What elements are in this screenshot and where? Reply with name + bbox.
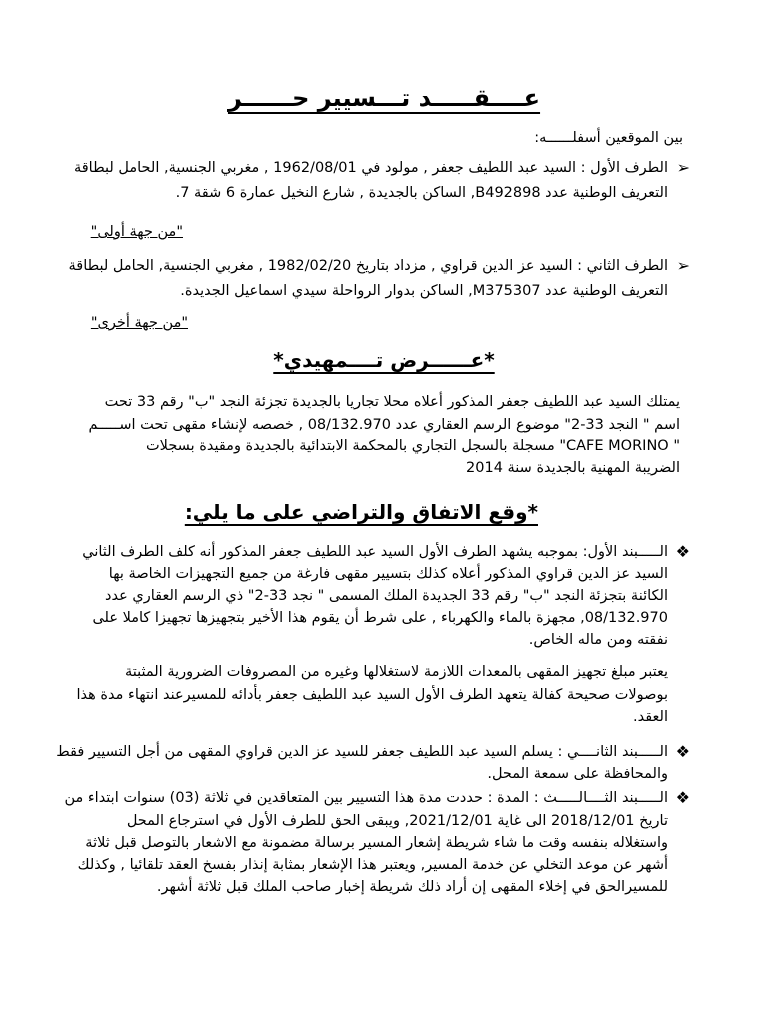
agreement-heading: *وقع الاتفاق والتراضي على ما يلي:: [184, 500, 538, 524]
clause1-extra-line: بوصولات صحيحة كفالة يتعهد الطرف الأول السيد عبد اللطيف جعفر بأدائه للمسيرعند انتهاء مدة هذا: [76, 687, 668, 703]
preamble-heading: *عــــــرض تــــمهيدي*: [273, 348, 495, 372]
clause3-line: الـــــبند الثــــالـــــث : المدة : حددت مدة هذا التسيير بين المتعاقدين في ثلاثة (03) سنوات ابتداء من: [64, 790, 668, 806]
party1-line1: الطرف الأول : السيد عبد اللطيف جعفر , مولود في 1962/08/01 , مغربي الجنسية, الحامل لبطاقة: [73, 160, 668, 176]
clause2-line: والمحافظة على سمعة المحل.: [487, 766, 668, 782]
preamble-line2: اسم " النجد 33-2" موضوع الرسم العقاري عدد 08/132.970 , خصصه لإنشاء مقهى تحت اســـــم: [88, 417, 680, 433]
party2-side-label: "من جهة أخرى": [90, 315, 188, 331]
diamond-bullet-icon: ❖: [675, 542, 690, 561]
diamond-bullet-icon: ❖: [675, 788, 690, 807]
preamble-line3: " CAFE MORINO" مسجلة بالسجل التجاري بالمحكمة الابتدائية بالجديدة ومقيدة بسجلات: [146, 438, 680, 454]
clause3-line: تاريخ 2018/12/01 الى غاية 2021/12/01, ويبقى الحق للطرف الأول في استرجاع المحل: [126, 813, 668, 829]
party2-line1: الطرف الثاني : السيد عز الدين قراوي , مزداد بتاريخ 1982/02/20 , مغربي الجنسية, الحامل لبطاقة: [68, 258, 668, 274]
clause1-line: نفقته ومن ماله الخاص.: [528, 632, 668, 648]
party1-line2: التعريف الوطنية عدد B492898, الساكن بالجديدة , شارع النخيل عمارة 6 شقة 7.: [175, 185, 668, 201]
intro-text: بين الموقعين أسفلــــــه:: [534, 130, 683, 146]
clause2-line: الـــــبند الثانــــي : يسلم السيد عبد اللطيف جعفر للسيد عز الدين قراوي المقهى من أجل التسيير فقط: [56, 744, 668, 760]
contract-title: عــــقـــــد تـــسيير حــــــر: [227, 84, 541, 112]
party2-line2: التعريف الوطنية عدد M375307, الساكن بدوار الرواحلة سيدي اسماعيل الجديدة.: [180, 283, 668, 299]
diamond-bullet-icon: ❖: [675, 742, 690, 761]
preamble-line4: الضريبة المهنية بالجديدة سنة 2014: [466, 460, 680, 476]
clause3-line: واستغلاله بنفسه وقت ما شاء شريطة إشعار المسير برسالة مضمونة مع الاشعار بالتوصل قبل ثلاثة: [85, 835, 668, 851]
clause1-line: الـــــبند الأول: بموجبه يشهد الطرف الأول السيد عبد اللطيف جعفر المذكور أنه كلف الطرف الثاني: [82, 544, 668, 560]
clause1-extra-line: العقد.: [633, 709, 668, 725]
preamble-line1: يمتلك السيد عبد اللطيف جعفر المذكور أعلاه محلا تجاريا بالجديدة تجزئة النجد "ب" رقم 33 تحت: [104, 394, 680, 410]
clause3-line: أشهر عن موعد التخلي عن خدمة المسير, ويعتبر هذا الإشعار بمثابة إنذار بفسخ العقد تلقائيا , وكذلك: [77, 857, 668, 873]
clause1-line: الكائنة بتجزئة النجد "ب" رقم 33 الجديدة الملك المسمى " نجد 33-2" ذي الرسم العقاري عدد: [105, 588, 668, 604]
arrow-bullet-icon: ➢: [676, 256, 690, 275]
clause1-line: 08/132.970, مجهزة بالماء والكهرباء , على شرط أن يقوم هذا الأخير بتجهيزها تجهيزا كاملا على: [92, 610, 668, 626]
clause1-line: السيد عز الدين قراوي المذكور أعلاه كذلك بتسيير مقهى فارغة من جميع التجهيزات الخاصة بها: [108, 566, 668, 582]
clause1-extra-line: يعتبر مبلغ تجهيز المقهى بالمعدات اللازمة لاستغلالها وغيره من المصروفات الضرورية المثبتة: [124, 664, 668, 680]
party1-side-label: "من جهة أولى": [90, 224, 183, 240]
arrow-bullet-icon: ➢: [676, 158, 690, 177]
clause3-line: للمسيرالحق في إخلاء المقهى إن أراد ذلك شريطة إخبار صاحب الملك قبل ثلاثة أشهر.: [156, 879, 668, 895]
